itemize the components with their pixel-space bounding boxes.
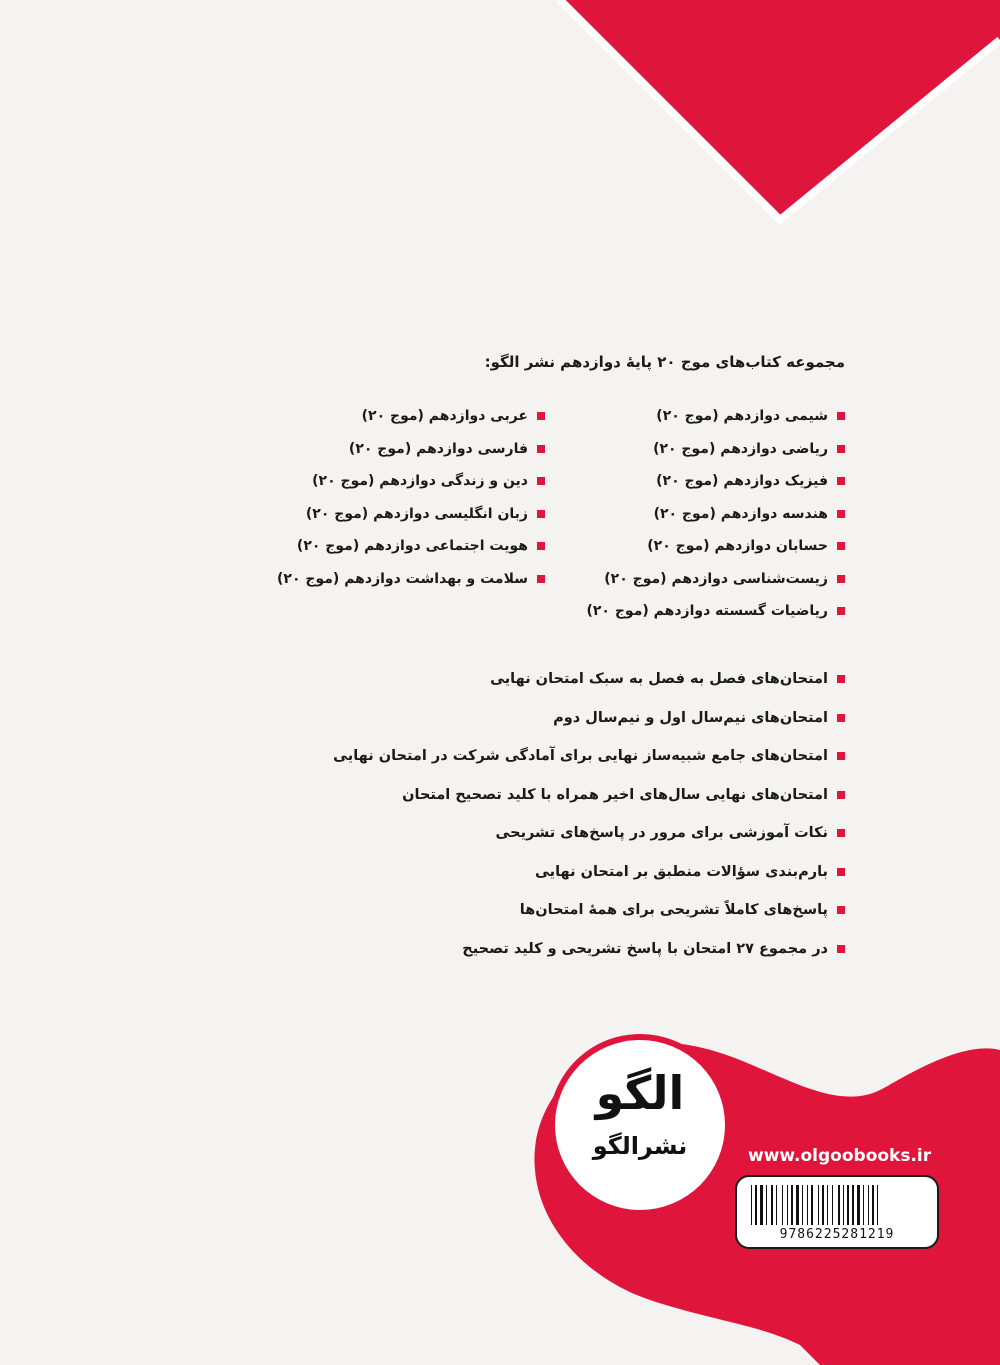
square-bullet-icon: [537, 542, 545, 550]
book-title: حسابان دوازدهم (موج ۲۰): [647, 538, 828, 555]
feature-text: در مجموع ۲۷ امتحان با پاسخ تشریحی و کلید تصحیح: [462, 940, 828, 957]
barcode-bar: [877, 1185, 878, 1225]
list-item: [545, 595, 845, 628]
barcode-bar: [852, 1185, 854, 1225]
list-item: [545, 530, 845, 563]
barcode-bar: [868, 1185, 869, 1225]
feature-text: بارم‌بندی سؤالات منطبق بر امتحان نهایی: [534, 863, 828, 880]
barcode-bar: [796, 1185, 799, 1225]
square-bullet-icon: [837, 675, 845, 683]
feature-list: [145, 660, 845, 968]
barcode-bar: [811, 1185, 813, 1225]
square-bullet-icon: [537, 510, 545, 518]
book-title: دین و زندگی دوازدهم (موج ۲۰): [312, 473, 528, 490]
barcode-bar: [755, 1185, 757, 1225]
barcode-bar: [832, 1185, 833, 1225]
list-item: [245, 433, 545, 466]
feature-item: [145, 853, 845, 892]
square-bullet-icon: [837, 829, 845, 837]
list-item: [245, 465, 545, 498]
isbn-number: 9786225281219: [779, 1227, 895, 1242]
feature-item: [145, 891, 845, 930]
barcode-bar: [807, 1185, 808, 1225]
barcode-bar: [802, 1185, 803, 1225]
list-item: [245, 400, 545, 433]
square-bullet-icon: [837, 607, 845, 615]
list-item: [545, 498, 845, 531]
barcode-bar: [843, 1185, 844, 1225]
barcode-bar: [818, 1185, 819, 1225]
square-bullet-icon: [837, 477, 845, 485]
logo-subtitle: نشرالگو: [592, 1132, 688, 1160]
square-bullet-icon: [837, 868, 845, 876]
book-title: زبان انگلیسی دوازدهم (موج ۲۰): [305, 505, 528, 522]
square-bullet-icon: [837, 752, 845, 760]
barcode-bar: [863, 1185, 864, 1225]
barcode-bar: [771, 1185, 773, 1225]
square-bullet-icon: [837, 791, 845, 799]
barcode-bar: [760, 1185, 763, 1225]
square-bullet-icon: [837, 945, 845, 953]
square-bullet-icon: [837, 906, 845, 914]
square-bullet-icon: [837, 542, 845, 550]
feature-item: [145, 930, 845, 969]
square-bullet-icon: [537, 575, 545, 583]
square-bullet-icon: [837, 510, 845, 518]
book-title: هویت اجتماعی دوازدهم (موج ۲۰): [296, 538, 528, 555]
barcode-bar: [766, 1185, 767, 1225]
barcode-bar: [791, 1185, 793, 1225]
barcode-bar: [857, 1185, 860, 1225]
website-url: www.olgoobooks.ir: [748, 1146, 932, 1166]
publisher-logo: [555, 1040, 725, 1210]
feature-item: [145, 699, 845, 738]
feature-text: پاسخ‌های کاملاً تشریحی برای همهٔ امتحان‌ها: [519, 902, 828, 919]
square-bullet-icon: [837, 575, 845, 583]
feature-item: [145, 814, 845, 853]
feature-text: امتحان‌های نهایی سال‌های اخیر همراه با کلید تصحیح امتحان: [402, 786, 828, 803]
book-title: ریاضی دوازدهم (موج ۲۰): [653, 440, 828, 457]
barcode-bar: [751, 1185, 752, 1225]
book-title: هندسه دوازدهم (موج ۲۰): [653, 505, 828, 522]
feature-text: نکات آموزشی برای مرور در پاسخ‌های تشریحی: [495, 825, 828, 842]
list-item: [245, 498, 545, 531]
square-bullet-icon: [537, 477, 545, 485]
book-title: فارسی دوازدهم (موج ۲۰): [348, 440, 528, 457]
barcode-bar: [782, 1185, 783, 1225]
square-bullet-icon: [537, 412, 545, 420]
barcode-bar: [787, 1185, 788, 1225]
book-title: سلامت و بهداشت دوازدهم (موج ۲۰): [277, 570, 528, 587]
book-title: عربی دوازدهم (موج ۲۰): [361, 408, 528, 425]
square-bullet-icon: [837, 714, 845, 722]
list-item: [245, 530, 545, 563]
book-list-left: [245, 400, 545, 595]
barcode: [735, 1175, 939, 1249]
book-list-right: [545, 400, 845, 628]
book-title: ریاضیات گسسته دوازدهم (موج ۲۰): [586, 603, 828, 620]
book-title: شیمی دوازدهم (موج ۲۰): [656, 408, 828, 425]
logo-mark: الگو: [595, 1066, 685, 1120]
feature-text: امتحان‌های فصل به فصل به سبک امتحان نهایی: [490, 671, 828, 688]
feature-text: امتحان‌های نیم‌سال اول و نیم‌سال دوم: [553, 709, 828, 726]
list-item: [545, 400, 845, 433]
feature-item: [145, 660, 845, 699]
list-item: [545, 433, 845, 466]
series-heading: مجموعه کتاب‌های موج ۲۰ پایهٔ دوازدهم نشر الگو:: [484, 353, 845, 371]
list-item: [245, 563, 545, 596]
feature-text: امتحان‌های جامع شبیه‌ساز نهایی برای آمادگی شرکت در امتحان نهایی: [333, 748, 828, 765]
book-title: فیزیک دوازدهم (موج ۲۰): [656, 473, 828, 490]
feature-item: [145, 737, 845, 776]
list-item: [545, 563, 845, 596]
barcode-bar: [827, 1185, 828, 1225]
barcode-bar: [838, 1185, 840, 1225]
barcode-bar: [776, 1185, 777, 1225]
square-bullet-icon: [837, 445, 845, 453]
barcode-bar: [872, 1185, 874, 1225]
feature-item: [145, 776, 845, 815]
barcode-bar: [847, 1185, 849, 1225]
square-bullet-icon: [837, 412, 845, 420]
barcode-bar: [822, 1185, 824, 1225]
barcode-bars: [751, 1185, 923, 1225]
list-item: [545, 465, 845, 498]
square-bullet-icon: [537, 445, 545, 453]
book-title: زیست‌شناسی دوازدهم (موج ۲۰): [604, 570, 828, 587]
